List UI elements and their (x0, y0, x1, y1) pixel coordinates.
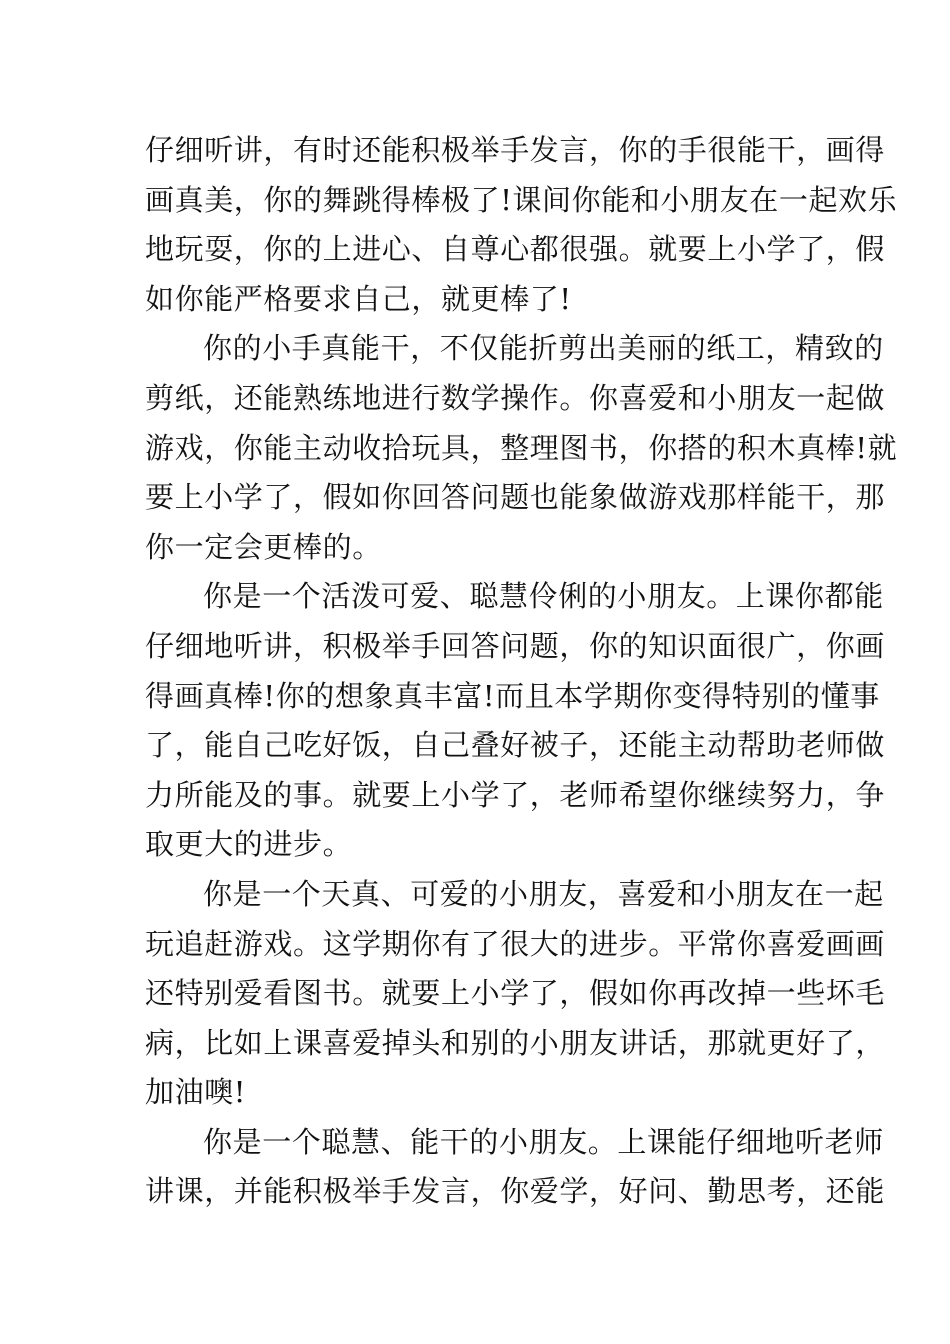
text-line: 玩追赶游戏。这学期你有了很大的进步。平常你喜爱画画 (145, 926, 886, 961)
text-line: 剪纸，还能熟练地进行数学操作。你喜爱和小朋友一起做 (145, 380, 886, 415)
text-line: 还特别爱看图书。就要上小学了，假如你再改掉一些坏毛 (145, 976, 886, 1011)
paragraph-first-line: 你是一个活泼可爱、聪慧伶俐的小朋友。上课你都能 (203, 579, 884, 614)
text-line: 你一定会更棒的。 (145, 529, 382, 564)
text-line: 力所能及的事。就要上小学了，老师希望你继续努力，争 (145, 777, 886, 812)
text-line: 如你能严格要求自己，就更棒了! (145, 281, 572, 316)
text-line: 得画真棒!你的想象真丰富!而且本学期你变得特别的懂事 (145, 678, 880, 713)
paragraph-first-line: 你是一个天真、可爱的小朋友，喜爱和小朋友在一起 (203, 876, 884, 911)
text-line: 仔细地听讲，积极举手回答问题，你的知识面很广，你画 (145, 628, 886, 663)
text-line: 讲课，并能积极举手发言，你爱学，好问、勤思考，还能 (145, 1174, 886, 1209)
text-line: 要上小学了，假如你回答问题也能象做游戏那样能干，那 (145, 480, 886, 515)
text-line: 游戏，你能主动收拾玩具，整理图书，你搭的积木真棒!就 (145, 430, 898, 465)
text-line: 地玩耍，你的上进心、自尊心都很强。就要上小学了，假 (145, 232, 886, 267)
document-body (145, 126, 898, 1217)
text-line: 病，比如上课喜爱掉头和别的小朋友讲话，那就更好了， (145, 1025, 886, 1060)
text-line: 了，能自己吃好饭，自己叠好被子，还能主动帮助老师做 (145, 728, 886, 763)
text-line: 仔细听讲，有时还能积极举手发言，你的手很能干，画得 (145, 133, 886, 167)
text-line: 画真美，你的舞跳得棒极了!课间你能和小朋友在一起欢乐 (145, 182, 898, 217)
paragraph-first-line: 你是一个聪慧、能干的小朋友。上课能仔细地听老师 (203, 1124, 884, 1159)
text-line: 取更大的进步。 (145, 827, 353, 862)
text-line: 加油噢! (145, 1075, 247, 1110)
paragraph-first-line: 你的小手真能干，不仅能折剪出美丽的纸工，精致的 (203, 331, 884, 366)
